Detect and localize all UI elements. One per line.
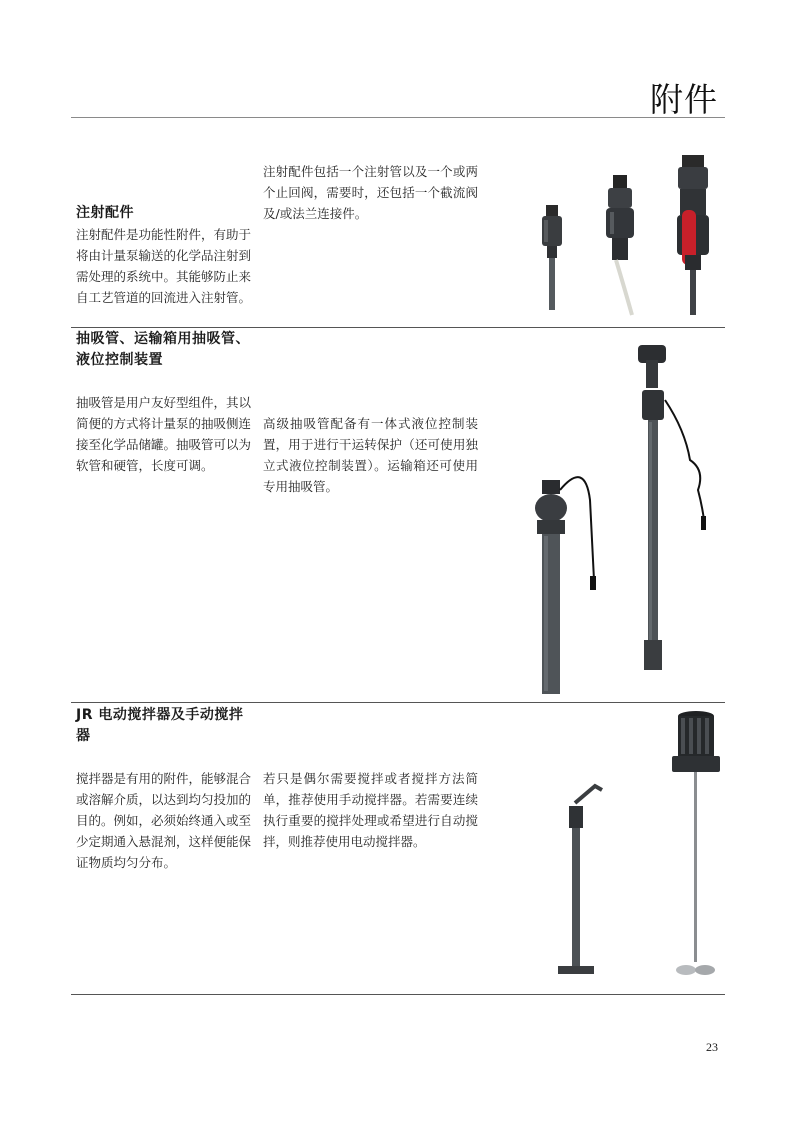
section-right-text: 若只是偶尔需要搅拌或者搅拌方法简单，推荐使用手动搅拌器。若需要连续执行重要的搅拌处理或希望进行自动搅拌，则推荐使用电动搅拌器。	[263, 771, 478, 849]
section-heading: JR 电动搅拌器及手动搅拌器	[76, 707, 244, 744]
agitators-photo	[520, 708, 725, 988]
section-left-text: 抽吸管是用户友好型组件，其以简便的方式将计量泵的抽吸侧连接至化学品储罐。抽吸管可以为软管和硬管，长度可调。	[76, 395, 252, 473]
section-heading: 抽吸管、运输箱用抽吸管、液位控制装置	[76, 331, 250, 368]
section-divider	[71, 702, 725, 703]
injection-fitting-hose-icon	[606, 175, 634, 315]
page-title: 附件	[650, 80, 718, 119]
injection-fitting-small-icon	[542, 205, 562, 310]
suction-lances-photo	[520, 340, 725, 698]
section-divider	[71, 327, 725, 328]
title-rule	[71, 117, 725, 118]
section-heading: 注射配件	[76, 205, 134, 221]
section-left-text: 注射配件是功能性附件，有助于将由计量泵输送的化学品注射到需处理的系统中。其能够防止来自工艺管道的回流进入注射管。	[76, 227, 252, 305]
bottom-rule	[71, 994, 725, 995]
electric-agitator-icon	[672, 711, 720, 975]
suction-lance-long-icon	[638, 345, 706, 670]
section-right-text: 高级抽吸管配备有一体式液位控制装置，用于进行干运转保护（还可使用独立式液位控制装置）。运输箱还可使用专用抽吸管。	[263, 416, 478, 494]
page-number: 23	[706, 1040, 718, 1054]
section-right-text: 注射配件包括一个注射管以及一个或两个止回阀，需要时，还包括一个截流阀及/或法兰连接件。	[263, 164, 478, 221]
section-left-text: 搅拌器是有用的附件，能够混合或溶解介质，以达到均匀投加的目的。例如，必须始终通入或至少定期通入悬混剂，这样便能保证物质均匀分布。	[76, 771, 252, 870]
injection-fitting-valve-icon	[677, 155, 709, 315]
hand-agitator-icon	[558, 786, 602, 974]
injection-fittings-photo	[520, 150, 725, 320]
suction-lance-short-icon	[535, 477, 596, 694]
